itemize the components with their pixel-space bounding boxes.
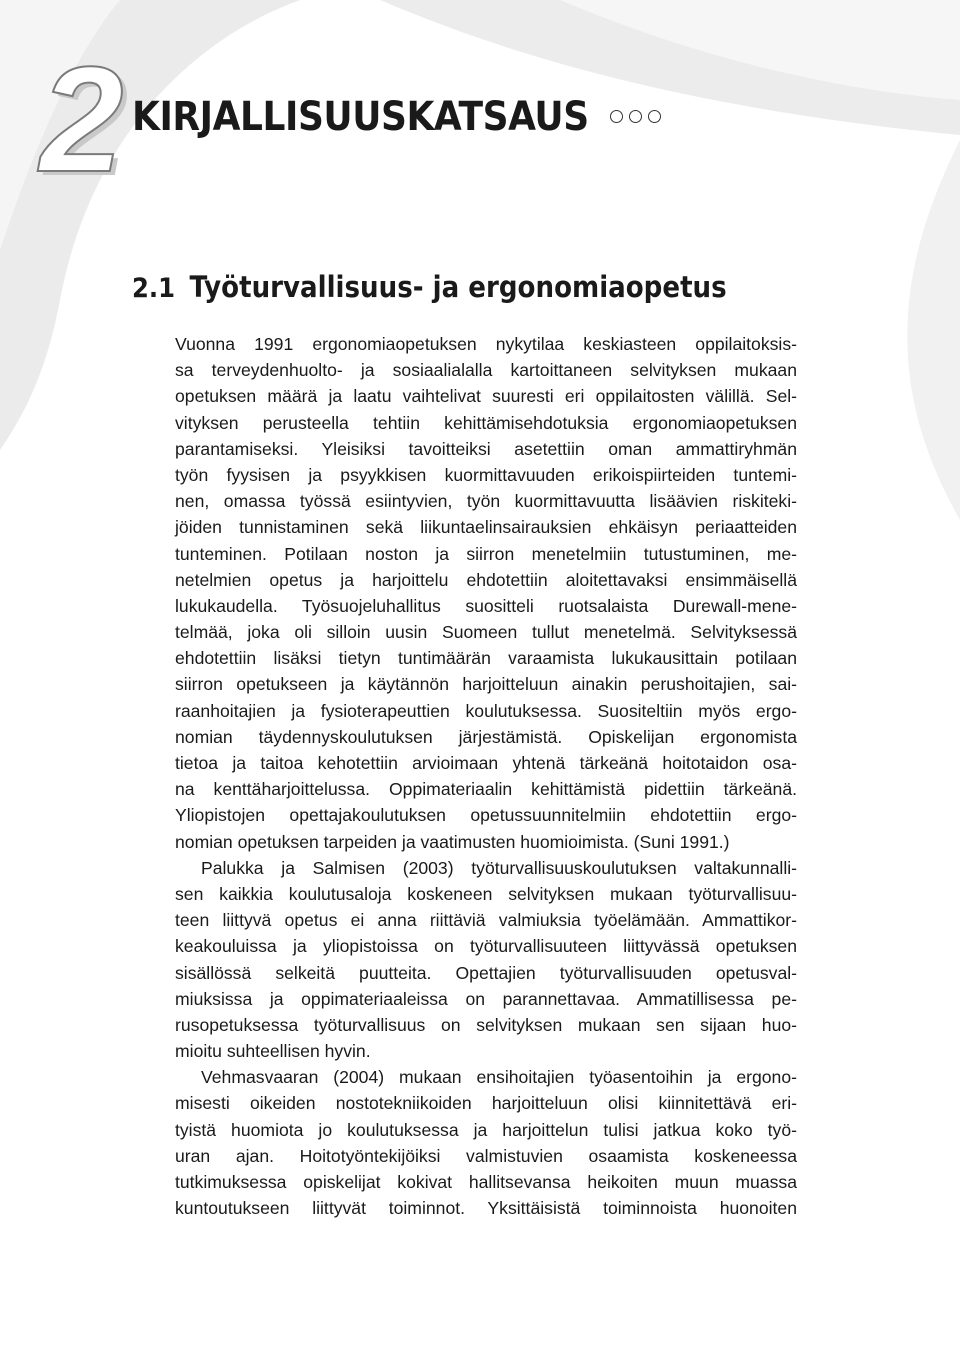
text-line: Vuonna 1991 ergonomiaopetuksen nykytilaa keskiasteen oppilaitoksis- — [175, 334, 797, 354]
text-line: tutkimuksessa opiskelijat kokivat hallitsevansa heikoiten muun muassa — [175, 1172, 797, 1192]
text-line: sen kaikkia koulutusaloja koskeneen selvityksen mukaan työturvallisuu- — [175, 883, 797, 904]
text-line: na kenttäharjoittelussa. Oppimateriaalin kehittämistä pidettiin tärkeänä. — [175, 779, 797, 800]
text-line: Yliopistojen opettajakoulutuksen opetussuunnitelmiin ehdotettiin ergo- — [175, 805, 797, 826]
text-line: uran ajan. Hoitotyöntekijöiksi valmistuvien osaamista koskeneessa — [175, 1145, 797, 1166]
text-line: ehdotettiin lisäksi tietyn tuntimäärän varaamista lukukausittain potilaan — [175, 648, 797, 669]
text-line: nomian opetuksen tarpeiden ja vaatimusten huomioimista. (Suni 1991.) — [175, 831, 730, 852]
text-line: kuntoutukseen liittyvät toiminnot. Yksittäisistä toiminnoista huonoiten — [175, 1198, 797, 1219]
text-line: opetuksen määrä ja laatu vaihtelivat suuresti eri oppilaitosten välillä. Sel- — [175, 386, 797, 407]
text-line: nomian täydennyskoulutuksen järjestämistä. Opiskelijan ergonomista — [175, 726, 797, 747]
text-line: misesti oikeiden nostotekniikoiden harjoitteluun olisi kiinnitettävä eri- — [175, 1093, 797, 1114]
text-line: telmää, joka oli silloin uusin Suomeen tullut menetelmä. Selvityksessä — [175, 622, 797, 643]
text-line: nen, omassa työssä esiintyvien, työn kuormittavuutta lisäävien riskiteki- — [175, 491, 797, 512]
text-line: miuksissa ja oppimateriaaleissa on parannettavaa. Ammatillisessa pe- — [175, 988, 797, 1009]
right-swoosh-shape — [907, 140, 960, 520]
text-line: työn fyysisen ja psyykkisen kuormittavuuden erikoispiirteiden tuntemi- — [175, 464, 797, 485]
section-title: Työturvallisuus- ja ergonomiaopetus — [189, 270, 727, 304]
dot-icon — [648, 110, 661, 123]
text-line: Palukka ja Salmisen (2003) työturvallisuuskoulutuksen valtakunnalli- — [201, 857, 797, 878]
text-line: sisällössä selkeitä puutteita. Opettajien työturvallisuuden opetusval- — [175, 962, 797, 983]
dot-icon — [610, 110, 623, 123]
text-line: tyistä huomiota jo koulutuksessa ja harjoittelun tulisi jatkua koko työ- — [175, 1119, 797, 1140]
text-line: Vehmasvaaran (2004) mukaan ensihoitajien työasentoihin ja ergono- — [201, 1067, 797, 1088]
text-line: siirron opetukseen ja käytännön harjoitteluun ainakin perushoitajien, sai- — [175, 674, 797, 695]
text-line: rusopetuksessa työturvallisuus on selvityksen mukaan sen sijaan huo- — [175, 1014, 797, 1035]
text-line: sa terveydenhuolto- ja sosiaalialalla kartoittaneen selvityksen mukaan — [175, 360, 797, 381]
text-line: keakouluissa ja yliopistoissa on työturvallisuuteen liittyvässä opetuksen — [175, 936, 797, 957]
text-line: netelmien opetus ja harjoittelu ehdotettiin aloitettavaksi ensimmäisellä — [175, 569, 797, 590]
chapter-number: 2 — [40, 35, 124, 203]
section-number: 2.1 — [132, 273, 176, 304]
chapter-title: KIRJALLISUUSKATSAUS — [132, 94, 589, 140]
title-dots-decoration — [610, 110, 661, 123]
text-line: vityksen perusteella tehtiin kehittämisehdotuksia ergonomiaopetuksen — [175, 412, 797, 433]
text-line: mioitu suhteellisen hyvin. — [175, 1041, 371, 1062]
text-line: teen liittyvä opetus ei anna riittäviä valmiuksia työelämään. Ammattikor- — [175, 910, 797, 931]
section-heading — [132, 265, 727, 311]
text-line: raanhoitajien ja fysioterapeuttien koulutuksessa. Suositeltiin myös ergo- — [175, 700, 797, 721]
text-line: jöiden tunnistaminen sekä liikuntaelinsairauksien ehkäisyn periaatteiden — [175, 517, 797, 538]
text-line: parantamiseksi. Yleisiksi tavoitteiksi asetettiin oman ammattiryhmän — [175, 438, 797, 459]
dot-icon — [629, 110, 642, 123]
text-line: tunteminen. Potilaan noston ja siirron menetelmiin tutustuminen, me- — [175, 543, 797, 564]
text-line: tietoa ja taitoa kehotettiin arvioimaan yhtenä tärkeänä hoitotaidon osa- — [175, 753, 797, 773]
body-text — [175, 331, 797, 1221]
text-line: lukukaudella. Työsuojeluhallitus suositteli ruotsalaista Durewall-mene- — [175, 595, 797, 616]
